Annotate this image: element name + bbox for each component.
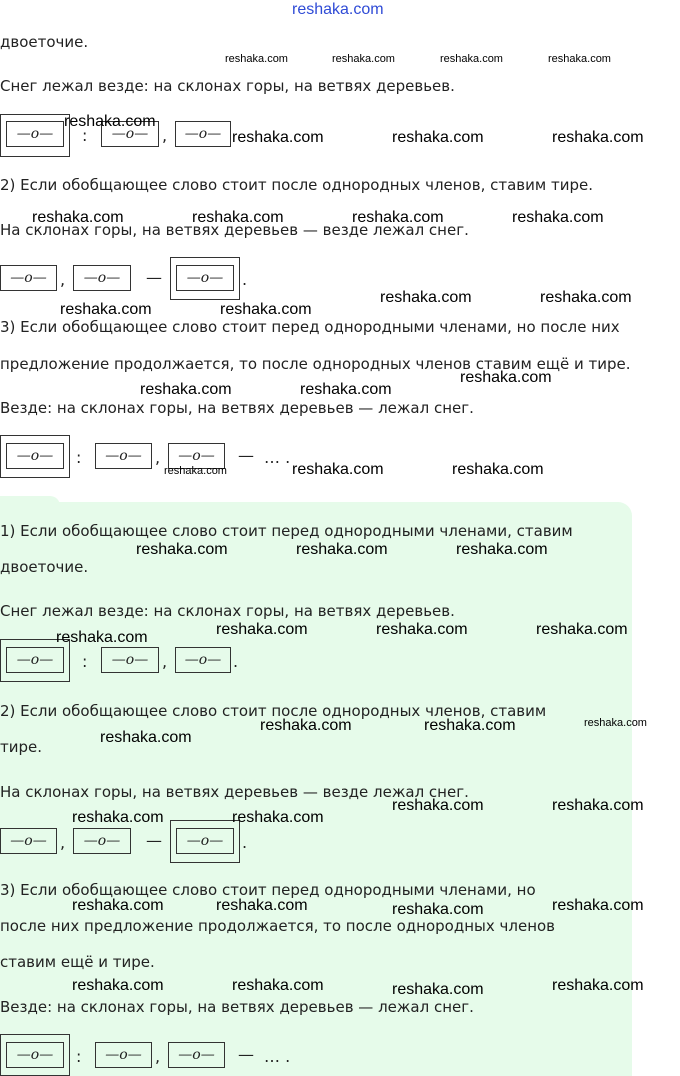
watermark: reshaka.com [392, 129, 484, 146]
watermark: reshaka.com [456, 541, 548, 558]
example-sentence: Снег лежал везде: на склонах горы, на ветвях деревьев. [0, 77, 455, 95]
watermark: reshaka.com [32, 209, 124, 226]
watermark: reshaka.com [552, 977, 644, 994]
colon-mark: : [82, 652, 88, 671]
site-header-link[interactable]: reshaka.com [292, 1, 384, 18]
schema-box: —o— [101, 121, 159, 147]
watermark: reshaka.com [60, 301, 152, 318]
period-mark: . [242, 833, 248, 852]
watermark: reshaka.com [72, 977, 164, 994]
comma-mark: , [162, 652, 168, 671]
ellipsis-mark: … . [264, 448, 291, 467]
watermark: reshaka.com [164, 465, 227, 477]
schema-box: —o— [6, 1042, 64, 1068]
comma-mark: , [60, 270, 66, 289]
schema-box: —o— [0, 828, 57, 854]
example-sentence: На склонах горы, на ветвях деревьев — везде лежал снег. [0, 221, 469, 239]
watermark: reshaka.com [300, 381, 392, 398]
rule-text: после них предложение продолжается, то после однородных членов [0, 917, 556, 935]
watermark: reshaka.com [72, 897, 164, 914]
watermark: reshaka.com [100, 729, 192, 746]
watermark: reshaka.com [452, 461, 544, 478]
comma-mark: , [155, 1047, 161, 1066]
rule-text: 1) Если обобщающее слово стоит перед однородными членами, ставим [0, 522, 573, 540]
watermark: reshaka.com [380, 289, 472, 306]
watermark: reshaka.com [536, 621, 628, 638]
watermark: reshaka.com [216, 897, 308, 914]
rule-text: 2) Если обобщающее слово стоит после однородных членов, ставим [0, 702, 547, 720]
watermark: reshaka.com [232, 129, 324, 146]
period-mark: . [242, 270, 248, 289]
colon-mark: : [76, 1047, 82, 1066]
watermark: reshaka.com [260, 717, 352, 734]
watermark: reshaka.com [64, 113, 156, 130]
schema-box: —o— [95, 443, 152, 469]
schema-box: —o— [176, 828, 234, 854]
watermark: reshaka.com [424, 717, 516, 734]
schema-box: —o— [175, 121, 231, 147]
watermark: reshaka.com [216, 621, 308, 638]
schema-box: —o— [6, 647, 64, 673]
watermark: reshaka.com [192, 209, 284, 226]
dash-mark: — [146, 268, 162, 287]
watermark: reshaka.com [296, 541, 388, 558]
watermark: reshaka.com [552, 129, 644, 146]
watermark: reshaka.com [392, 901, 484, 918]
watermark: reshaka.com [376, 621, 468, 638]
watermark: reshaka.com [220, 301, 312, 318]
watermark: reshaka.com [392, 981, 484, 998]
comma-mark: , [155, 448, 161, 467]
watermark: reshaka.com [440, 53, 503, 65]
schema-box: —o— [176, 265, 234, 291]
text-line: двоеточие. [0, 33, 89, 51]
watermark: reshaka.com [56, 629, 148, 646]
example-sentence: На склонах горы, на ветвях деревьев — везде лежал снег. [0, 783, 469, 801]
period-mark: . [233, 652, 239, 671]
watermark: reshaka.com [540, 289, 632, 306]
watermark: reshaka.com [584, 717, 647, 729]
schema-box: —o— [73, 265, 131, 291]
watermark: reshaka.com [225, 53, 288, 65]
comma-mark: , [60, 833, 66, 852]
watermark: reshaka.com [332, 53, 395, 65]
watermark: reshaka.com [140, 381, 232, 398]
watermark: reshaka.com [72, 809, 164, 826]
schema-box: —o— [6, 121, 64, 147]
watermark: reshaka.com [292, 461, 384, 478]
rule-text: 3) Если обобщающее слово стоит перед однородными членами, но после них [0, 318, 620, 336]
rule-text: предложение продолжается, то после однородных членов ставим ещё и тире. [0, 355, 631, 373]
watermark: reshaka.com [552, 897, 644, 914]
schema-box: —o— [168, 443, 225, 469]
schema-box: —o— [101, 647, 159, 673]
comma-mark: , [162, 126, 168, 145]
example-sentence: Везде: на склонах горы, на ветвях деревьев — лежал снег. [0, 998, 474, 1016]
rule-text: тире. [0, 738, 43, 756]
schema-box: —o— [73, 828, 131, 854]
rule-text: ставим ещё и тире. [0, 953, 155, 971]
watermark: reshaka.com [548, 53, 611, 65]
dash-mark: — [238, 1045, 254, 1064]
watermark: reshaka.com [392, 797, 484, 814]
watermark: reshaka.com [460, 369, 552, 386]
dash-mark: — [146, 831, 162, 850]
example-sentence: Везде: на склонах горы, на ветвях деревьев — лежал снег. [0, 399, 474, 417]
watermark: reshaka.com [232, 809, 324, 826]
watermark: reshaka.com [232, 977, 324, 994]
watermark: reshaka.com [512, 209, 604, 226]
colon-mark: : [82, 126, 88, 145]
schema-box: —o— [0, 265, 57, 291]
watermark: reshaka.com [552, 797, 644, 814]
ellipsis-mark: … . [264, 1047, 291, 1066]
schema-box: —o— [175, 647, 231, 673]
rule-text: двоеточие. [0, 558, 89, 576]
schema-box: —o— [168, 1042, 225, 1068]
schema-box: —o— [6, 443, 64, 469]
colon-mark: : [76, 448, 82, 467]
watermark: reshaka.com [352, 209, 444, 226]
rule-text: 2) Если обобщающее слово стоит после однородных членов, ставим тире. [0, 176, 593, 194]
watermark: reshaka.com [136, 541, 228, 558]
schema-box: —o— [95, 1042, 152, 1068]
dash-mark: — [238, 446, 254, 465]
example-sentence: Снег лежал везде: на склонах горы, на ветвях деревьев. [0, 602, 455, 620]
rule-text: 3) Если обобщающее слово стоит перед однородными членами, но [0, 881, 536, 899]
